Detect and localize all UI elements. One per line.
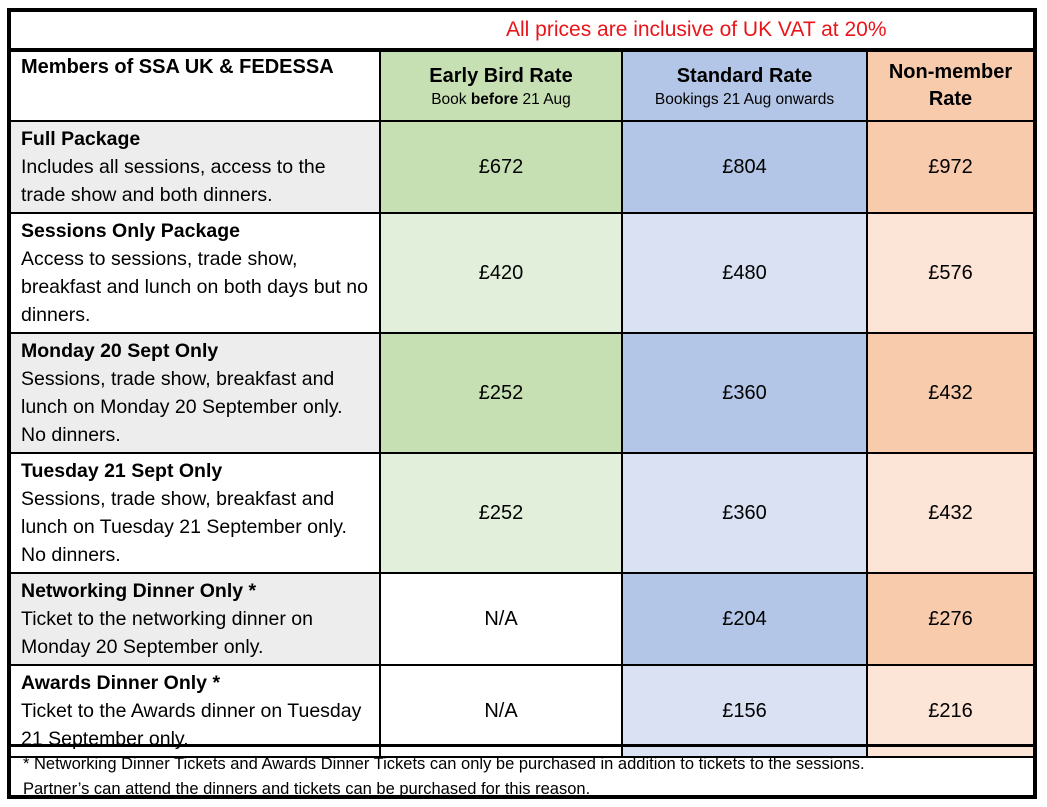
non-member-price: £216 xyxy=(867,665,1033,757)
package-description: Includes all sessions, access to the trade show and both dinners. xyxy=(21,156,326,206)
early-bird-price: N/A xyxy=(380,573,622,665)
package-cell xyxy=(11,573,380,665)
early-bird-price: £672 xyxy=(380,121,622,213)
standard-price: £204 xyxy=(622,573,867,665)
non-member-price: £432 xyxy=(867,453,1033,573)
table-row xyxy=(11,121,1033,213)
non-member-price: £972 xyxy=(867,121,1033,213)
package-title: Sessions Only Package xyxy=(21,220,240,242)
package-title: Monday 20 Sept Only xyxy=(21,340,219,362)
package-description: Sessions, trade show, breakfast and lunch on Tuesday 21 September only. No dinners. xyxy=(21,488,347,566)
early-bird-price: £252 xyxy=(380,333,622,453)
package-description: Ticket to the networking dinner on Monday 20 September only. xyxy=(21,608,313,658)
package-description: Ticket to the Awards dinner on Tuesday 21 September only. xyxy=(21,700,362,750)
footnote xyxy=(11,744,1033,799)
early-bird-title: Early Bird Rate xyxy=(429,64,573,87)
early-bird-sub-bold: before xyxy=(470,90,519,108)
vat-notice: All prices are inclusive of UK VAT at 20% xyxy=(506,18,887,41)
early-bird-price: £252 xyxy=(380,453,622,573)
early-bird-sub-suffix: 21 Aug xyxy=(518,90,571,108)
non-member-price: £276 xyxy=(867,573,1033,665)
package-cell xyxy=(11,453,380,573)
table-row xyxy=(11,453,1033,573)
early-bird-sub-prefix: Book xyxy=(431,90,471,108)
package-description: Sessions, trade show, breakfast and lunch on Monday 20 September only. No dinners. xyxy=(21,368,343,446)
package-cell xyxy=(11,213,380,333)
table-row xyxy=(11,333,1033,453)
pricing-table xyxy=(11,52,1033,758)
package-cell xyxy=(11,333,380,453)
standard-price: £804 xyxy=(622,121,867,213)
package-cell xyxy=(11,121,380,213)
table-row xyxy=(11,213,1033,333)
package-title: Full Package xyxy=(21,128,141,150)
standard-price: £360 xyxy=(622,333,867,453)
non-member-title-line2: Rate xyxy=(928,88,973,110)
pricing-table-frame xyxy=(7,8,1037,799)
footnote-line-2: Partner’s can attend the dinners and tickets can be purchased for this reason. xyxy=(23,780,591,798)
members-header: Members of SSA UK & FEDESSA xyxy=(11,52,380,121)
standard-price: £360 xyxy=(622,453,867,573)
package-title: Networking Dinner Only * xyxy=(21,580,257,602)
early-bird-subtitle xyxy=(381,90,621,110)
early-bird-header xyxy=(380,52,622,121)
non-member-price: £432 xyxy=(867,333,1033,453)
standard-price: £156 xyxy=(622,665,867,757)
vat-notice-bar xyxy=(11,12,1033,52)
standard-price: £480 xyxy=(622,213,867,333)
package-title: Tuesday 21 Sept Only xyxy=(21,460,223,482)
table-row xyxy=(11,573,1033,665)
standard-subtitle: Bookings 21 Aug onwards xyxy=(654,90,835,108)
package-description: Access to sessions, trade show, breakfast and lunch on both days but no dinners. xyxy=(21,248,368,326)
header-row xyxy=(11,52,1033,121)
early-bird-price: N/A xyxy=(380,665,622,757)
non-member-price: £576 xyxy=(867,213,1033,333)
standard-header xyxy=(622,52,867,121)
package-title: Awards Dinner Only * xyxy=(21,672,221,694)
non-member-title-line1: Non-member xyxy=(888,61,1013,83)
early-bird-price: £420 xyxy=(380,213,622,333)
standard-title: Standard Rate xyxy=(676,64,813,87)
non-member-header xyxy=(867,52,1033,121)
footnote-line-1: * Networking Dinner Tickets and Awards Dinner Tickets can only be purchased in addition to tickets to the sessions. xyxy=(23,755,865,773)
